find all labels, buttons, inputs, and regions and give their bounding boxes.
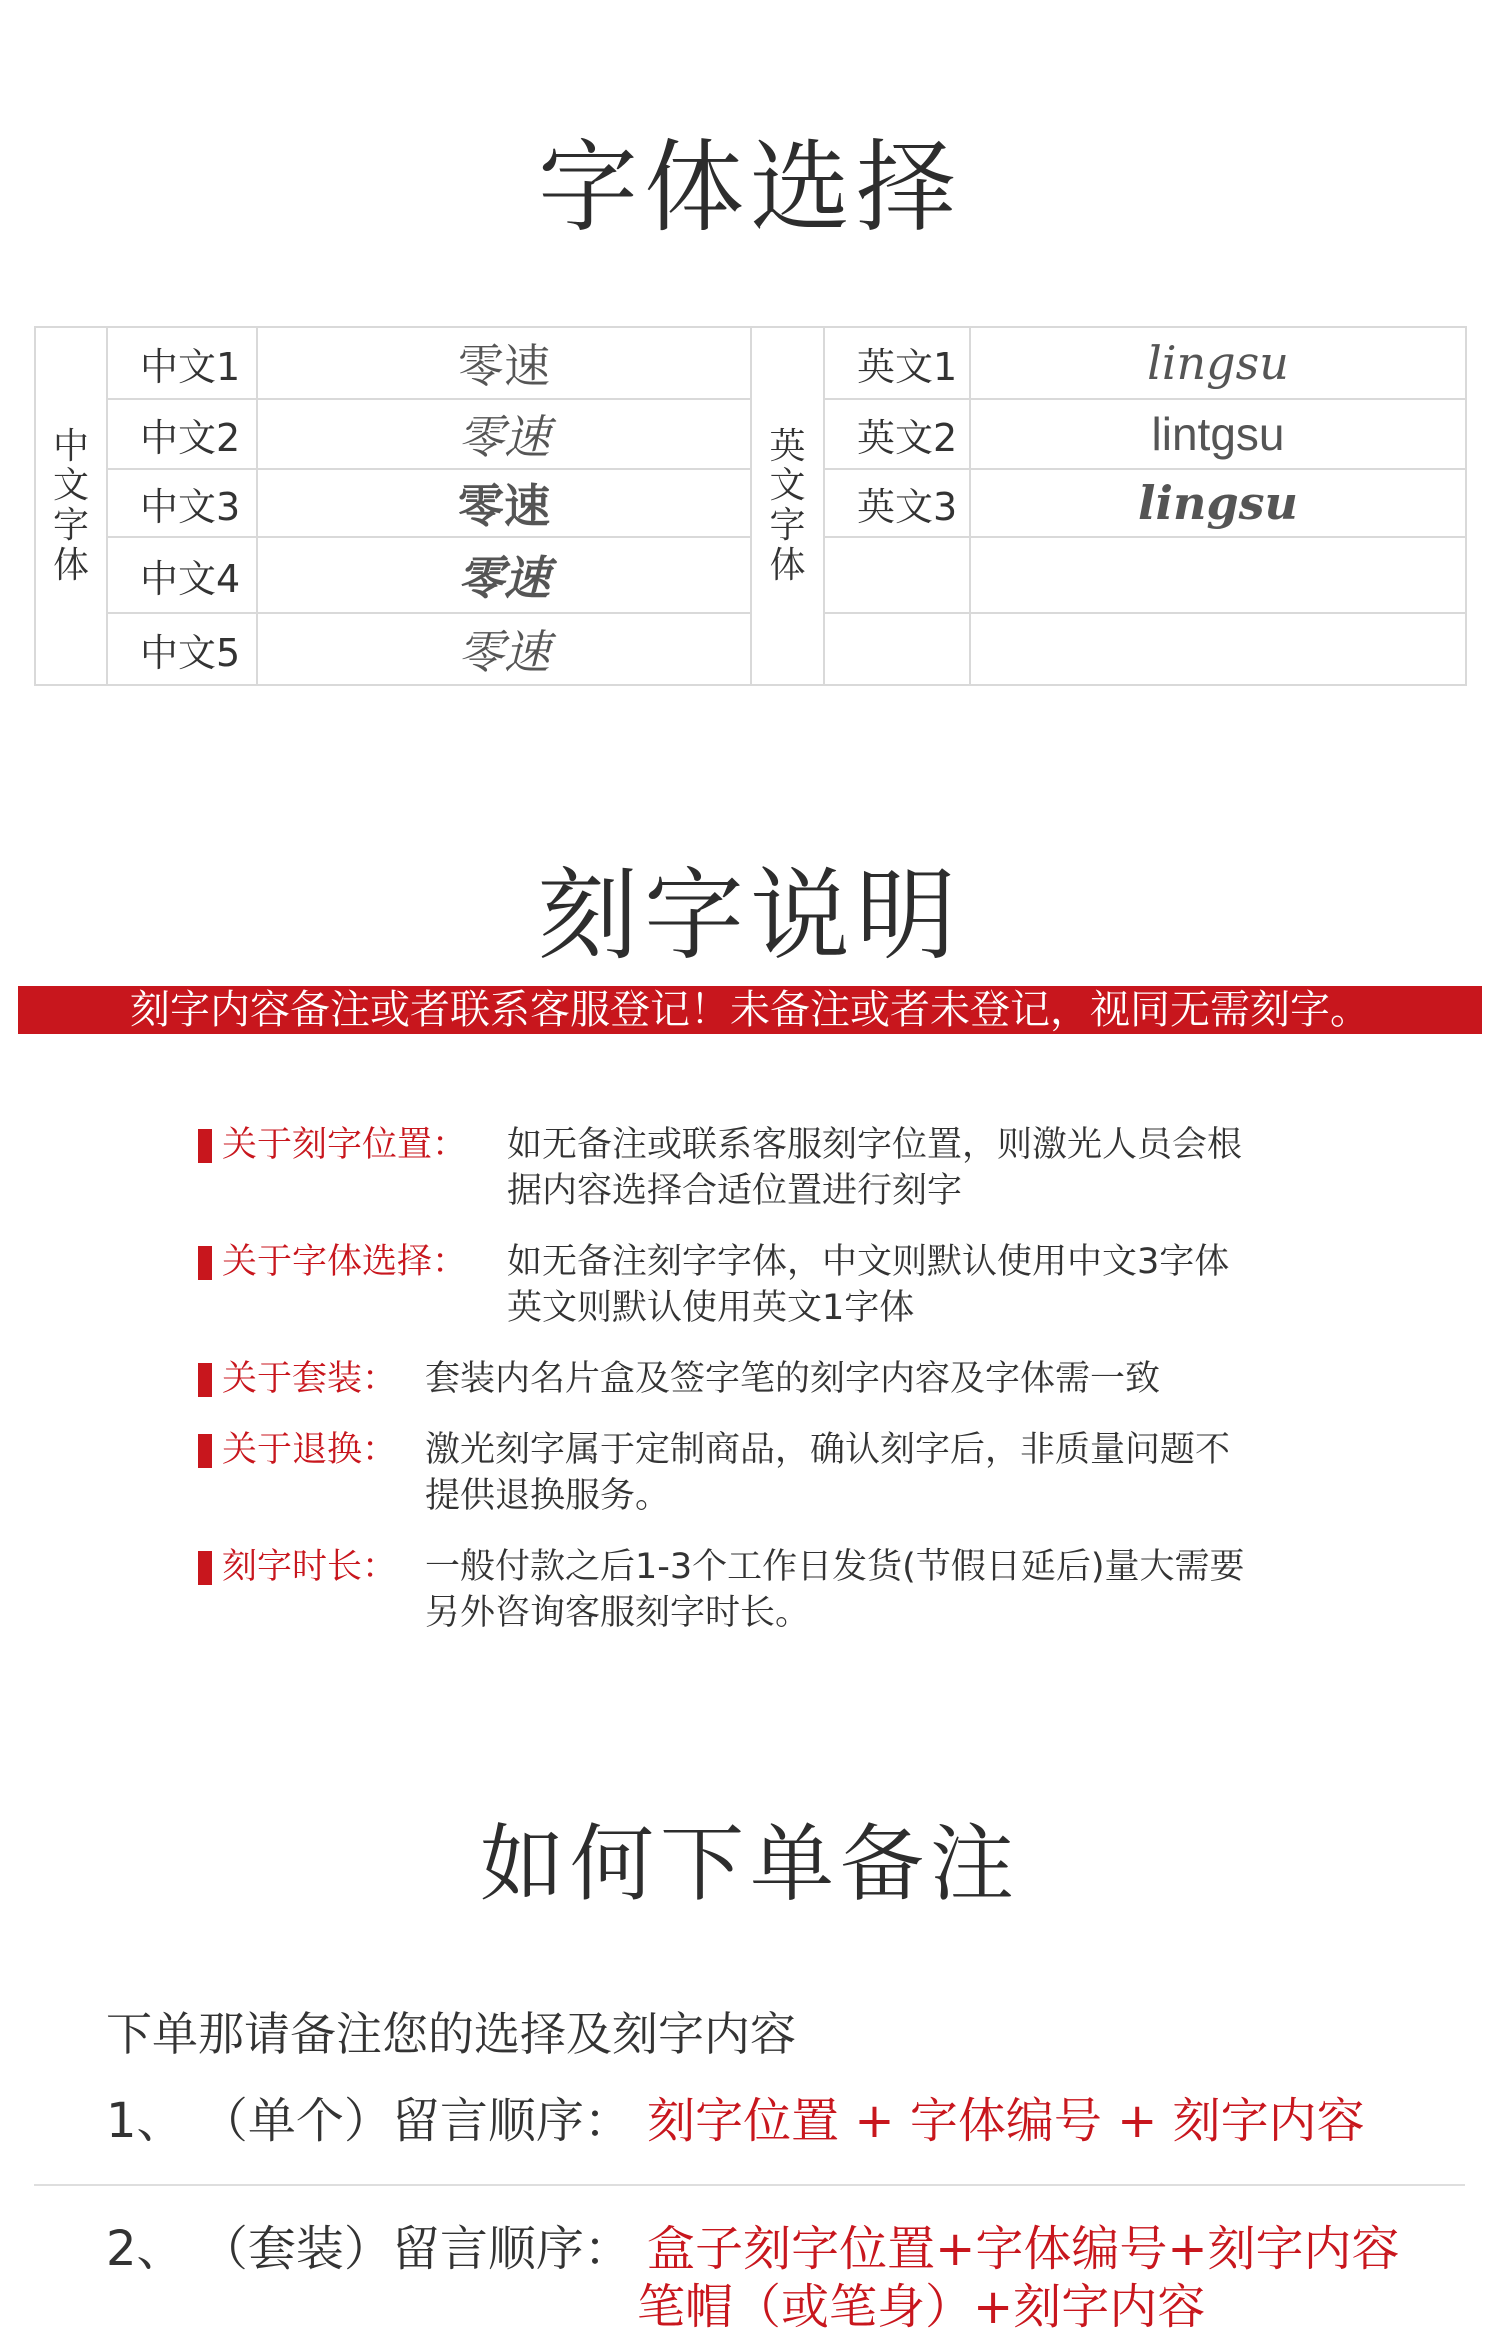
note-text: 另外咨询客服刻字时长。 [425,1593,811,1633]
en-font-label: 英文1 [824,327,970,399]
order-item-number: 2、 [106,2221,185,2277]
en-font-group-label: 英文字体 [751,327,824,685]
note-key: 关于字体选择： [222,1242,468,1282]
order-item-number: 1、 [106,2093,185,2149]
note-text: 如无备注或联系客服刻字位置，则激光人员会根 [507,1125,1243,1165]
note-item [198,1239,1358,1331]
note-key: 关于套装： [222,1359,398,1399]
empty-cell [824,537,970,613]
cn-font-label: 中文5 [107,613,257,685]
order-item-detail: 盒子刻字位置+字体编号+刻字内容 [647,2221,1400,2277]
order-intro: 下单那请备注您的选择及刻字内容 [106,2007,796,2061]
order-item-detail: 刻字位置 + 字体编号 + 刻字内容 [647,2093,1365,2149]
note-text: 提供退换服务。 [425,1476,671,1516]
en-font-label: 英文2 [824,399,970,469]
note-key: 关于刻字位置： [222,1125,468,1165]
note-item [198,1122,1358,1214]
cn-font-label: 中文3 [107,469,257,537]
cn-font-sample: 零速 [257,613,751,685]
order-item-heading: （套装）留言顺序： [199,2221,632,2277]
en-font-label: 英文3 [824,469,970,537]
note-text: 套装内名片盒及签字笔的刻字内容及字体需一致 [425,1359,1161,1399]
font-section-title: 字体选择 [538,129,962,246]
order-item-set-line2 [637,2276,1205,2338]
cn-font-label: 中文2 [107,399,257,469]
cn-font-group-label: 中文字体 [35,327,107,685]
note-item [198,1356,1358,1402]
red-bar-marker [198,1551,212,1585]
divider [34,2184,1465,2186]
note-item [198,1427,1358,1519]
en-font-sample: lingsu [970,327,1466,399]
note-text: 英文则默认使用英文1字体 [507,1288,915,1328]
cn-font-label: 中文4 [107,537,257,613]
red-bar-marker [198,1246,212,1280]
cn-font-label: 中文1 [107,327,257,399]
cn-font-sample: 零速 [257,537,751,613]
note-text: 一般付款之后1-3个工作日发货(节假日延后)量大需要 [425,1547,1245,1587]
cn-font-sample: 零速 [257,327,751,399]
en-font-sample: lingsu [970,469,1466,537]
note-key: 刻字时长： [222,1547,398,1587]
note-text: 如无备注刻字字体，中文则默认使用中文3字体 [507,1242,1230,1282]
font-table [34,326,1467,686]
empty-cell [970,613,1466,685]
engrave-notes [198,1122,1358,1661]
red-bar-marker [198,1129,212,1163]
empty-cell [970,537,1466,613]
en-font-sample: lintgsu [970,399,1466,469]
red-bar-marker [198,1434,212,1468]
red-bar-marker [198,1363,212,1397]
order-section-title: 如何下单备注 [479,1815,1020,1913]
cn-font-sample: 零速 [257,399,751,469]
note-item [198,1544,1358,1636]
order-item-heading: （单个）留言顺序： [199,2093,632,2149]
order-item-set [106,2218,1400,2280]
order-item-single [106,2090,1365,2152]
note-key: 关于退换： [222,1430,398,1470]
note-text: 据内容选择合适位置进行刻字 [507,1171,963,1211]
empty-cell [824,613,970,685]
engrave-warning-banner: 刻字内容备注或者联系客服登记！未备注或者未登记，视同无需刻字。 [18,986,1482,1034]
note-text: 激光刻字属于定制商品，确认刻字后，非质量问题不 [425,1430,1231,1470]
order-item-detail-continued: 笔帽（或笔身）+刻字内容 [637,2279,1206,2335]
cn-font-sample: 零速 [257,469,751,537]
engrave-section-title: 刻字说明 [538,857,962,974]
